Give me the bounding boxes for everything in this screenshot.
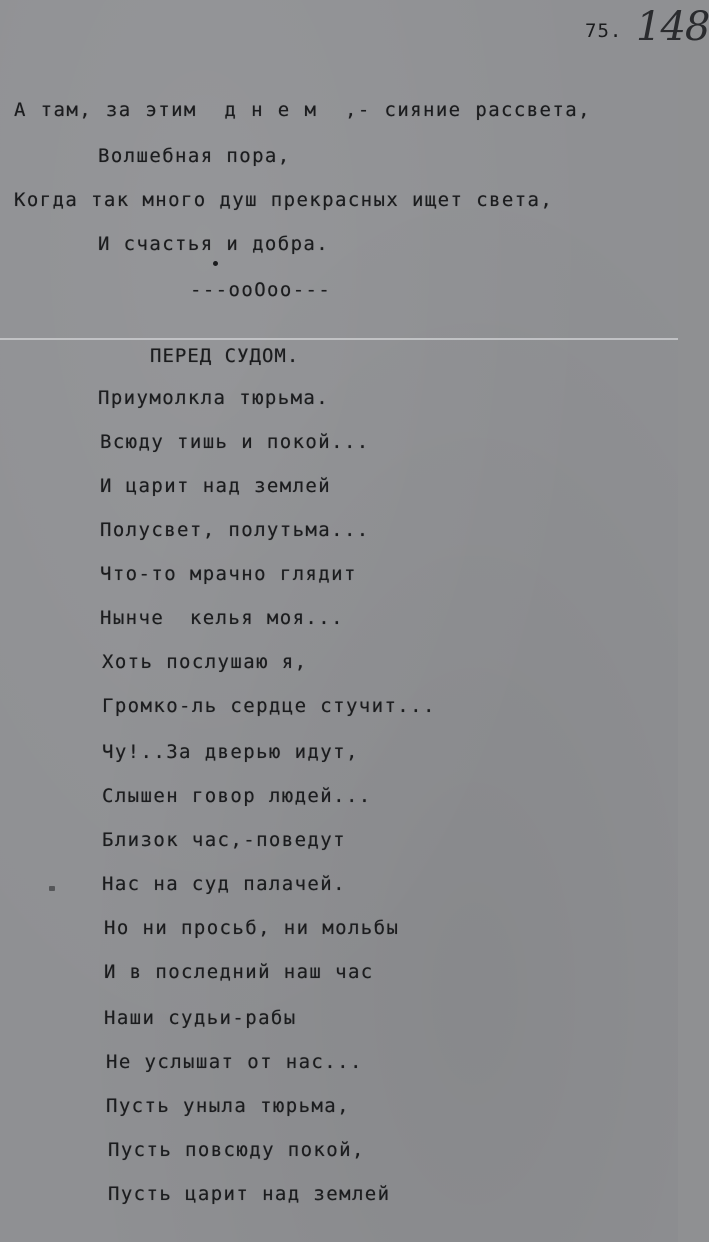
- verse-line: Громко-ль сердце стучит...: [102, 695, 436, 717]
- verse-line: Хоть послушаю я,: [102, 651, 308, 673]
- verse-line: Полусвет, полутьма...: [100, 519, 370, 541]
- ink-dot: [213, 261, 218, 266]
- handwritten-folio-number: 148: [636, 4, 709, 50]
- verse-line: Близок час,-поведут: [102, 829, 346, 851]
- verse-line: Пусть царит над землей: [108, 1183, 391, 1205]
- page-number: 75.: [585, 20, 623, 42]
- poem-title: ПЕРЕД СУДОМ.: [150, 345, 300, 367]
- verse-line: И счастья и добра.: [98, 233, 330, 255]
- verse-line: Нас на суд палачей.: [102, 873, 346, 895]
- verse-line: А там, за этим д н е м ,- сияние рассвета,: [14, 99, 591, 121]
- verse-line: Наши судьи-рабы: [104, 1007, 297, 1029]
- verse-line: Но ни просьб, ни мольбы: [104, 917, 400, 939]
- verse-line: Что-то мрачно глядит: [100, 563, 357, 585]
- verse-line: И царит над землей: [100, 475, 332, 497]
- verse-line: Чу!..За дверью идут,: [102, 741, 359, 763]
- ink-speck: [49, 886, 55, 891]
- verse-line: Волшебная пора,: [98, 145, 291, 167]
- verse-line: Всюду тишь и покой...: [100, 431, 370, 453]
- verse-line: Пусть повсюду покой,: [108, 1139, 365, 1161]
- verse-line: Приумолкла тюрьма.: [98, 387, 330, 409]
- verse-line: Нынче келья моя...: [100, 607, 344, 629]
- page-fold-line: [0, 338, 678, 340]
- verse-line: И в последний наш час: [104, 961, 374, 983]
- verse-line: Когда так много душ прекрасных ищет света,: [14, 189, 554, 211]
- verse-line: Не услышат от нас...: [106, 1051, 363, 1073]
- section-separator: ---ooOoo---: [190, 279, 332, 301]
- verse-line: Пусть уныла тюрьма,: [106, 1095, 350, 1117]
- verse-line: Слышен говор людей...: [102, 785, 372, 807]
